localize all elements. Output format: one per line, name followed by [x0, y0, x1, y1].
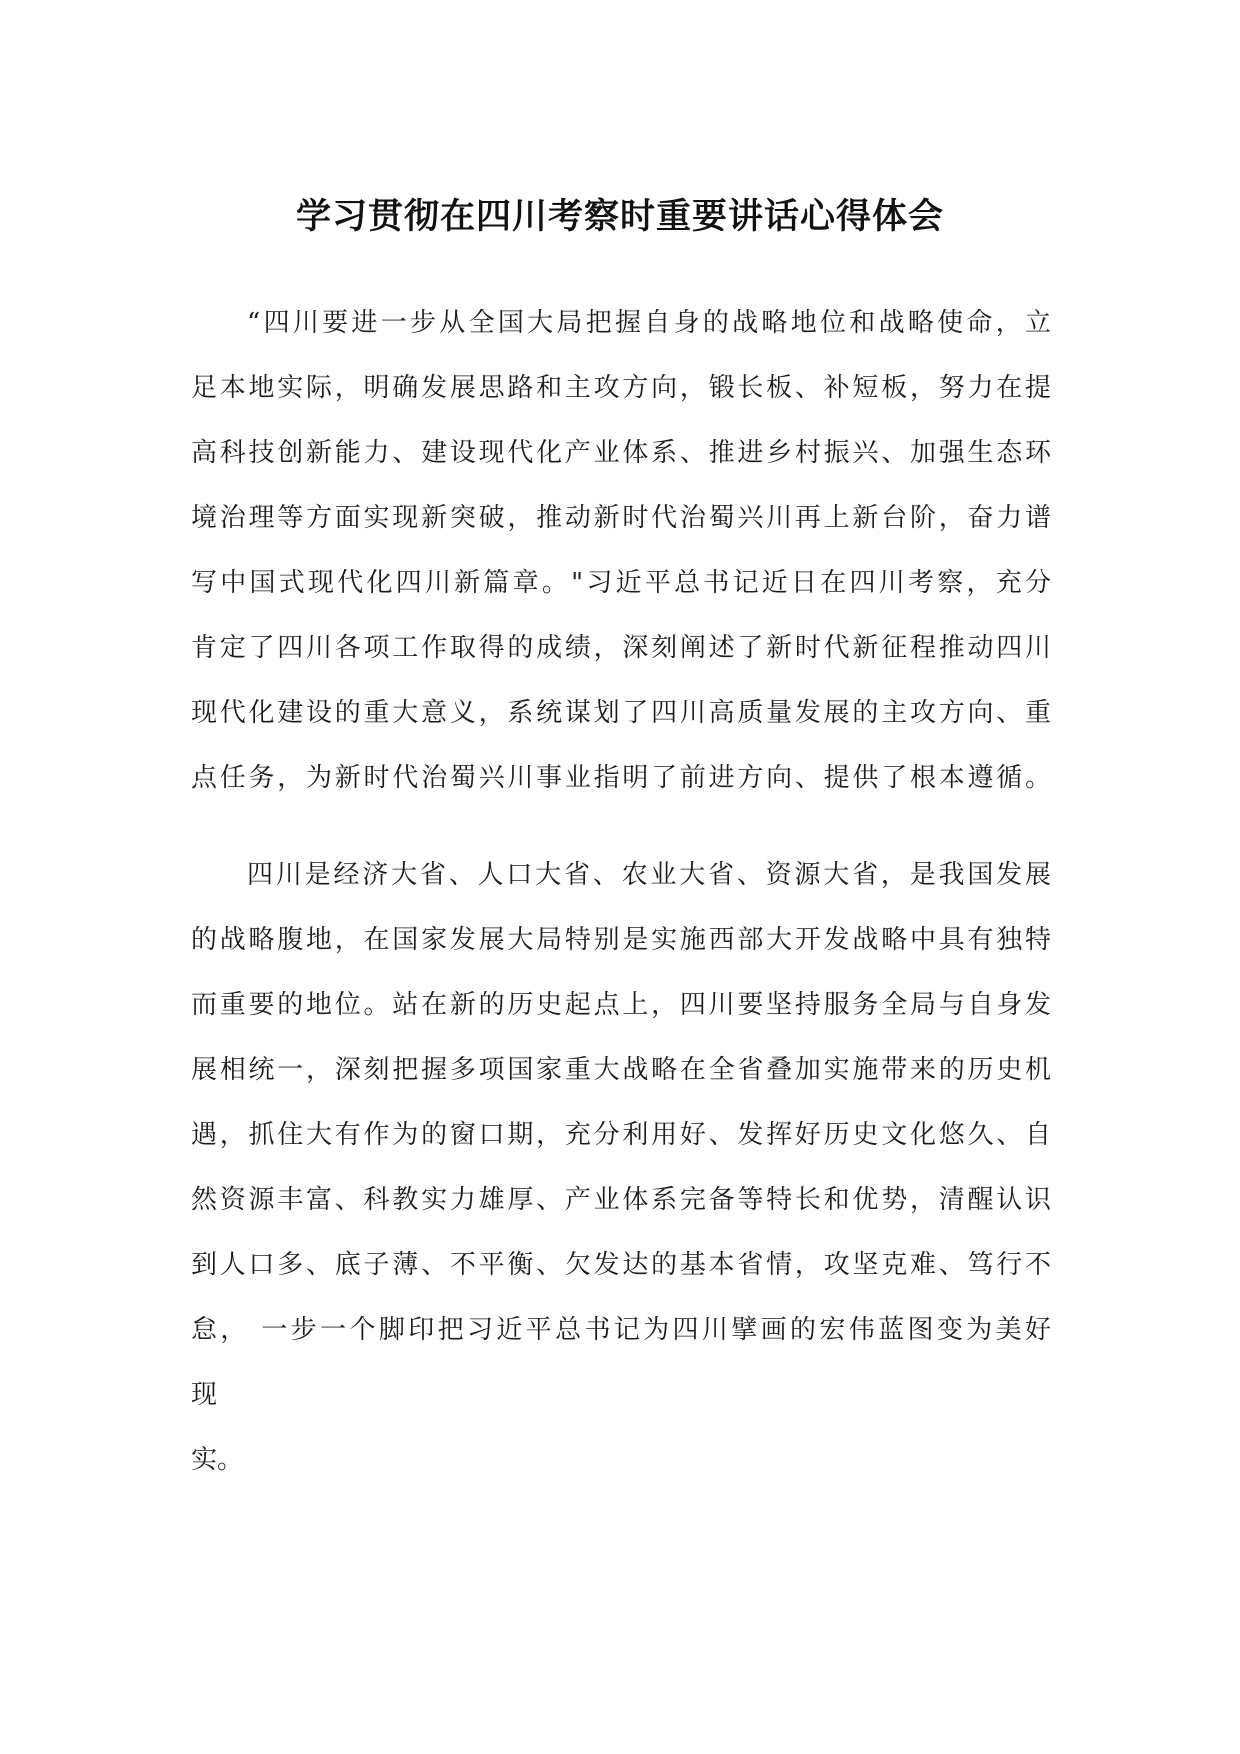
paragraph-1-line-3: 高科技创新能力、建设现代化产业体系、推进乡村振兴、加强生态环 [191, 438, 1051, 468]
paragraph-1-line-1: “四川要进一步从全国大局把握自身的战略地位和战略使命，立 [247, 308, 1051, 338]
paragraph-2-line-2: 的战略腹地，在国家发展大局特别是实施西部大开发战略中具有独特 [191, 925, 1051, 955]
paragraph-1-line-8: 点任务，为新时代治蜀兴川事业指明了前进方向、提供了根本遵循。 [191, 763, 1051, 793]
paragraph-2-line-4: 展相统一，深刻把握多项国家重大战略在全省叠加实施带来的历史机 [191, 1055, 1051, 1085]
paragraph-1-line-6: 肯定了四川各项工作取得的成绩，深刻阐述了新时代新征程推动四川 [191, 633, 1051, 663]
paragraph-2-line-8: 怠， 一步一个脚印把习近平总书记为四川擘画的宏伟蓝图变为美好 [191, 1315, 1051, 1345]
paragraph-2-line-1: 四川是经济大省、人口大省、农业大省、资源大省，是我国发展 [247, 860, 1051, 890]
paragraph-2-line-7: 到人口多、底子薄、不平衡、欠发达的基本省情，攻坚克难、笃行不 [191, 1250, 1051, 1280]
paragraph-2-line-5: 遇，抓住大有作为的窗口期，充分利用好、发挥好历史文化悠久、自 [191, 1120, 1051, 1150]
paragraph-2-line-10: 实。 [191, 1445, 244, 1475]
paragraph-1-line-4: 境治理等方面实现新突破，推动新时代治蜀兴川再上新台阶，奋力谱 [191, 503, 1051, 533]
paragraph-1-line-7: 现代化建设的重大意义，系统谋划了四川高质量发展的主攻方向、重 [191, 698, 1051, 728]
document-title: 学习贯彻在四川考察时重要讲话心得体会 [295, 197, 944, 237]
paragraph-2-line-9: 现 [191, 1380, 218, 1410]
paragraph-1-line-5: 写中国式现代化四川新篇章。"习近平总书记近日在四川考察，充分 [191, 568, 1051, 598]
paragraph-2-line-3: 而重要的地位。站在新的历史起点上，四川要坚持服务全局与自身发 [191, 990, 1051, 1020]
paragraph-1-line-2: 足本地实际，明确发展思路和主攻方向，锻长板、补短板，努力在提 [191, 373, 1051, 403]
paragraph-2-line-6: 然资源丰富、科教实力雄厚、产业体系完备等特长和优势，清醒认识 [191, 1185, 1051, 1215]
